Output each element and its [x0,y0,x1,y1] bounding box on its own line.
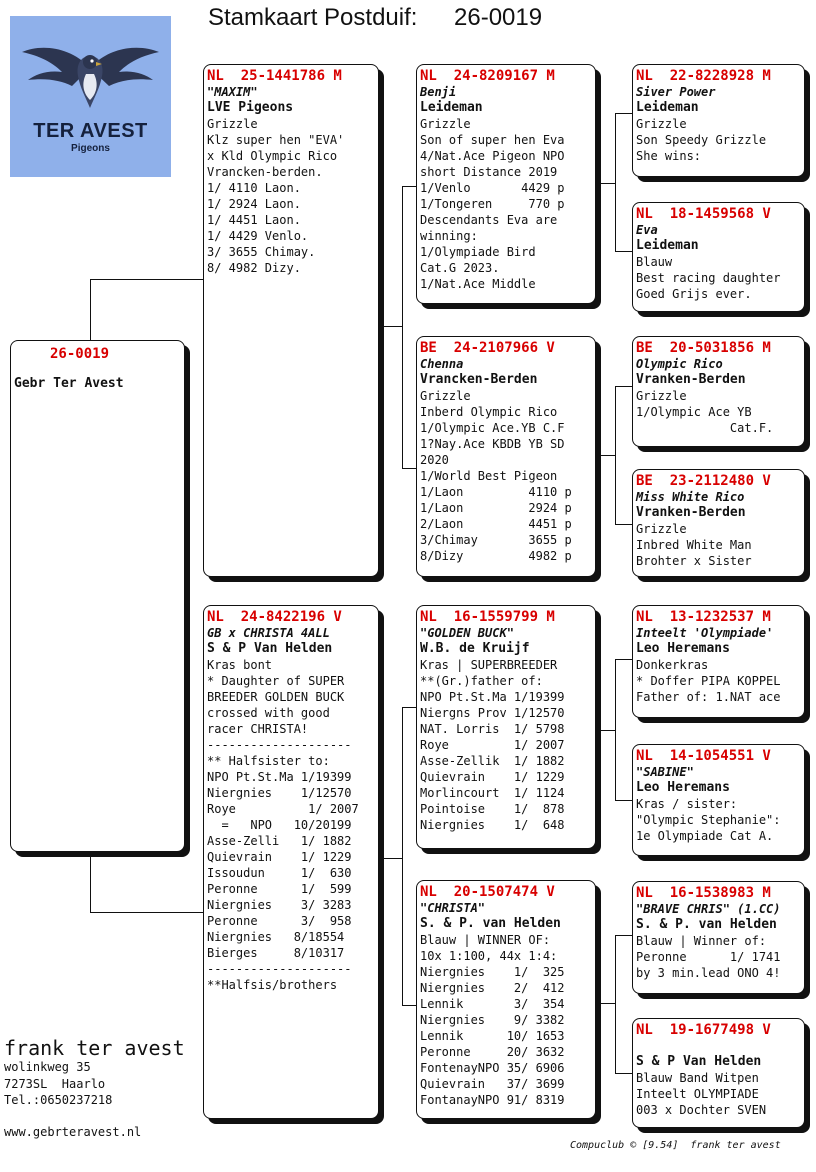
breeder-name: Leo Heremans [636,641,730,656]
pigeon-name: Olympic Rico [636,357,723,371]
info-line: 1/Olympiade Bird [420,245,536,259]
connector-dd-h [402,1005,417,1006]
info-line: Quievrain 1/ 1229 [420,770,565,784]
ring-number: NL 22-8228928 M [636,68,771,84]
info-line: Quievrain 1/ 1229 [207,850,352,864]
breeder-name: S & P Van Helden [207,641,333,656]
breeder-name: LVE Pigeons [207,100,294,115]
info-line: 2020 [420,453,449,467]
info-line: Inbred White Man [636,538,752,552]
ring-number: NL 25-1441786 M [207,68,342,84]
info-line: Quievrain 37/ 3699 [420,1077,565,1091]
ring-number: BE 24-2107966 V [420,340,555,356]
pigeon-name: Benji [420,85,457,99]
page-title-ring: 26-0019 [454,4,543,31]
ring-number: NL 24-8422196 V [207,609,342,625]
info-line: Niergnies 2/ 412 [420,981,565,995]
info-line: Grizzle [636,522,687,536]
info-line: Niergnies 1/ 325 [420,965,565,979]
info-line: 3/ 3655 Chimay. [207,245,316,259]
pigeon-name [636,1038,804,1054]
info-line: Morlincourt 1/ 1124 [420,786,565,800]
connector-dd-gp-h [596,1003,615,1004]
info-line: Blauw | WINNER OF: [420,933,551,947]
info-line: Peronne 20/ 3632 [420,1045,565,1059]
dam-sire-sire-card [632,605,805,718]
dam-card [203,605,379,1119]
ring-number: NL 13-1232537 M [636,609,771,625]
sire-sire-dam-card [632,202,805,312]
connector-ssd-h [615,251,633,252]
info-line: Issoudun 1/ 630 [207,866,352,880]
pigeon-name: "SABINE" [636,765,694,779]
main-breeder: Gebr Ter Avest [14,376,124,391]
pigeon-name: "MAXIM" [207,85,258,99]
info-line: Grizzle [420,117,471,131]
breeder-name: Vranken-Berden [636,505,746,520]
info-line: Niergnies 8/18554 [207,930,345,944]
ring-number: NL 16-1538983 M [636,885,771,901]
info-line: Grizzle [636,117,687,131]
info-line: 1/ 4451 Laon. [207,213,301,227]
info-line: NAT. Lorris 1/ 5798 [420,722,565,736]
connector-dss-h [615,659,633,660]
main-ring: 26-0019 [50,346,110,362]
info-line: Roye 1/ 2007 [420,738,565,752]
info-line: Asse-Zellik 1/ 1882 [420,754,565,768]
ring-number: BE 23-2112480 V [636,473,771,489]
info-line: 10x 1:100, 44x 1:4: [420,949,558,963]
info-line: Blauw [636,255,673,269]
info-line: Blauw Band Witpen [636,1071,759,1085]
info-line: Grizzle [636,389,687,403]
connector-sss-h [615,113,633,114]
connector-sds-h [615,386,633,387]
dam-dam-sire-card [632,881,805,994]
main-pigeon-card [10,340,185,852]
page-title [208,4,543,32]
owner-name: frank ter avest [4,1036,185,1060]
sire-sire-sire-card [632,64,805,177]
info-line: Lennik 10/ 1653 [420,1029,565,1043]
info-line: Niergnies 1/12570 [207,786,352,800]
pigeon-name: "CHRISTA" [420,901,486,915]
logo-subtitle: Pigeons [71,143,110,154]
info-line: Descendants Eva are [420,213,558,227]
info-line: 2/Laon 4451 p [420,517,572,531]
logo [10,16,171,177]
info-line: Inberd Olympic Rico [420,405,558,419]
info-line: 1/Nat.Ace Middle [420,277,536,291]
dam-dam-dam-card [632,1018,805,1128]
breeder-name: S & P Van Helden [636,1054,762,1069]
info-line: Pointoise 1/ 878 [420,802,565,816]
info-line: BREEDER GOLDEN BUCK [207,690,345,704]
info-line: Blauw | Winner of: [636,934,767,948]
info-line: Son Speedy Grizzle [636,133,767,147]
info-line: 1?Nay.Ace KBDB YB SD [420,437,565,451]
connector-main-dam-h [90,912,204,913]
info-line: Peronne 1/ 599 [207,882,352,896]
info-line: Son of super hen Eva [420,133,565,147]
pigeon-name: Miss White Rico [636,490,745,504]
info-line: 1/ 4110 Laon. [207,181,301,195]
info-line: winning: [420,229,478,243]
info-line: Cat.G 2023. [420,261,500,275]
info-line: Inteelt OLYMPIADE [636,1087,759,1101]
owner-address-city: 7273SL Haarlo [4,1077,106,1091]
dam-dam-card [416,880,596,1119]
connector-main-sire-h [90,279,204,280]
info-line: Father of: 1.NAT ace [636,690,781,704]
connector-sd-gp-h [596,455,615,456]
info-line: crossed with good [207,706,330,720]
owner-website-link[interactable]: www.gebrteravest.nl [4,1125,142,1139]
connector-ddd-h [615,1073,633,1074]
connector-sd-h [402,468,417,469]
info-line: Niergns Prov 1/12570 [420,706,565,720]
info-line: 3/Chimay 3655 p [420,533,572,547]
info-line: Bierges 8/10317 [207,946,345,960]
dam-sire-dam-card [632,744,805,856]
info-line: * Doffer PIPA KOPPEL [636,674,781,688]
connector-dd-gp-v [615,935,616,1073]
pigeon-wings-icon [10,16,171,126]
pigeon-name: "BRAVE CHRIS" (1.CC) [636,902,781,916]
info-line: x Kld Olympic Rico [207,149,338,163]
info-line: 8/ 4982 Dizy. [207,261,301,275]
pigeon-name: Inteelt 'Olympiade' [636,626,774,640]
logo-title: TER AVEST [33,120,148,142]
info-line: ** Halfsister to: [207,754,330,768]
sire-dam-sire-card [632,336,805,447]
ring-number: BE 20-5031856 M [636,340,771,356]
owner-phone: Tel.:0650237218 [4,1093,113,1107]
connector-dam-v [402,707,403,1005]
breeder-name: W.B. de Kruijf [420,641,530,656]
page-title-label: Stamkaart Postduif: [208,4,418,31]
owner-address-street: wolinkweg 35 [4,1060,91,1074]
sire-dam-dam-card [632,469,805,577]
ring-number: NL 20-1507474 V [420,884,555,900]
info-line: Goed Grijs ever. [636,287,752,301]
breeder-name: Vranken-Berden [636,372,746,387]
ring-number: NL 19-1677498 V [636,1022,771,1038]
info-line: 003 x Dochter SVEN [636,1103,767,1117]
software-credit: Compuclub © [9.54] frank ter avest [570,1140,781,1151]
breeder-name: Leideman [420,100,483,115]
info-line: = NPO 10/20199 [207,818,352,832]
connector-ss-gp-v [615,113,616,251]
info-line: Kras bont [207,658,273,672]
info-line: 8/Dizy 4982 p [420,549,572,563]
ring-number: NL 16-1559799 M [420,609,555,625]
info-line: 1/Olympic Ace.YB C.F [420,421,565,435]
info-line: Roye 1/ 2007 [207,802,359,816]
info-line: She wins: [636,149,702,163]
info-line: 1/Venlo 4429 p [420,181,565,195]
info-line: 1e Olympiade Cat A. [636,829,774,843]
info-line: 1/Olympic Ace YB [636,405,752,419]
breeder-name: Vrancken-Berden [420,372,538,387]
info-line: Kras | SUPERBREEDER [420,658,558,672]
info-line: FontanayNPO 91/ 8319 [420,1093,565,1107]
info-line: 1/World Best Pigeon [420,469,558,483]
info-line: Cat.F. [636,421,774,435]
info-line: Grizzle [420,389,471,403]
breeder-name: Leideman [636,100,699,115]
pigeon-name: Chenna [420,357,464,371]
info-line: Niergnies 3/ 3283 [207,898,352,912]
connector-sdd-h [615,524,633,525]
connector-sire-h [379,326,402,327]
info-line: 1/ 4429 Venlo. [207,229,309,243]
info-line: Niergnies 1/ 648 [420,818,565,832]
info-line: short Distance 2019 [420,165,558,179]
connector-dsd-h [615,800,633,801]
connector-sire-v [402,186,403,468]
connector-ds-gp-h [596,730,615,731]
dam-sire-card [416,605,596,849]
sire-sire-card [416,64,596,304]
info-line: Kras / sister: [636,797,738,811]
breeder-name: Leo Heremans [636,780,730,795]
info-line: "Olympic Stephanie": [636,813,781,827]
info-line: Best racing daughter [636,271,781,285]
info-line: Peronne 3/ 958 [207,914,352,928]
sire-dam-card [416,336,596,577]
info-line: Donkerkras [636,658,709,672]
info-line: 4/Nat.Ace Pigeon NPO [420,149,565,163]
info-line: Peronne 1/ 1741 [636,950,781,964]
connector-ss-h [402,186,417,187]
info-line: Vrancken-berden. [207,165,323,179]
info-line: 1/Laon 4110 p [420,485,572,499]
info-line: **(Gr.)father of: [420,674,543,688]
sire-card [203,64,379,577]
info-line: by 3 min.lead ONO 4! [636,966,781,980]
pigeon-name: "GOLDEN BUCK" [420,626,514,640]
info-line: 1/Tongeren 770 p [420,197,565,211]
connector-dds-h [615,935,633,936]
connector-dam-h [379,858,402,859]
ring-number: NL 24-8209167 M [420,68,555,84]
info-line: FontenayNPO 35/ 6906 [420,1061,565,1075]
info-line: * Daughter of SUPER [207,674,345,688]
info-line: Brohter x Sister [636,554,752,568]
info-line: Niergnies 9/ 3382 [420,1013,565,1027]
connector-ss-gp-h [596,183,615,184]
connector-ds-h [402,707,417,708]
info-line: 1/ 2924 Laon. [207,197,301,211]
info-line: Lennik 3/ 354 [420,997,565,1011]
info-line: -------------------- [207,962,352,976]
info-line: Klz super hen "EVA' [207,133,345,147]
connector-ds-gp-v [615,659,616,800]
connector-main-dam [90,852,91,912]
info-line: racer CHRISTA! [207,722,309,736]
info-line: Asse-Zelli 1/ 1882 [207,834,352,848]
info-line: **Halfsis/brothers [207,978,338,992]
connector-sd-gp-v [615,386,616,524]
info-line: 1/Laon 2924 p [420,501,572,515]
breeder-name: S. & P. van Helden [636,917,777,932]
ring-number: NL 14-1054551 V [636,748,771,764]
info-line: -------------------- [207,738,352,752]
breeder-name: S. & P. van Helden [420,916,561,931]
ring-number: NL 18-1459568 V [636,206,771,222]
breeder-name: Leideman [636,238,699,253]
info-line: NPO Pt.St.Ma 1/19399 [207,770,352,784]
pigeon-name: Eva [636,223,658,237]
connector-main-sire [90,279,91,341]
info-line: Grizzle [207,117,258,131]
pigeon-name: GB x CHRISTA 4ALL [207,626,330,640]
pigeon-name: Siver Power [636,85,716,99]
info-line: NPO Pt.St.Ma 1/19399 [420,690,565,704]
